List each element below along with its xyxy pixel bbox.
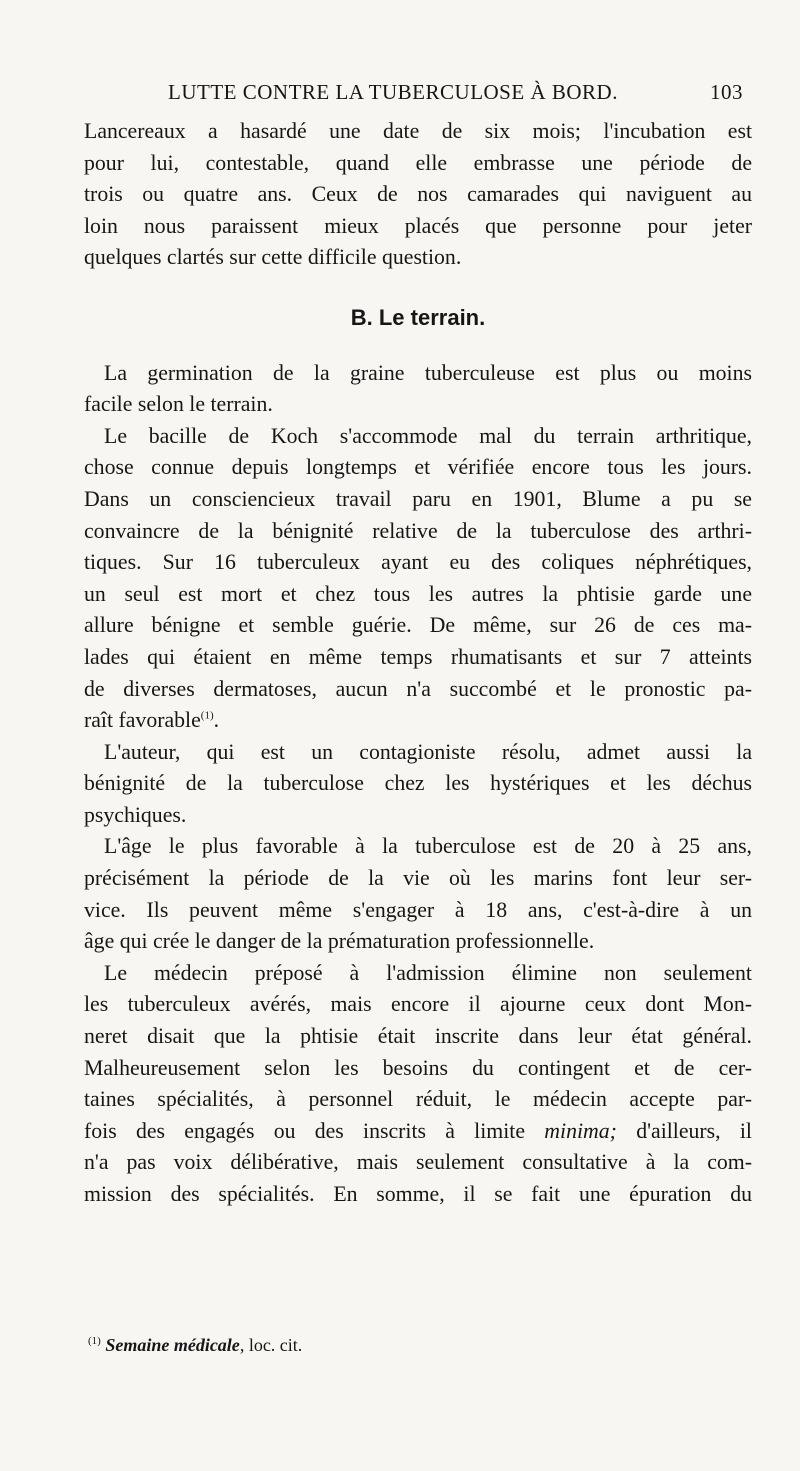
text-line: psychiques. [84,802,187,827]
paragraph-5 [84,831,752,957]
paragraph-3 [84,421,752,737]
footnote-reference: (1) [200,709,214,722]
text-line: tiques. Sur 16 tuberculeux ayant eu des coliques néphrétiques, [84,550,752,575]
text-line: mission des spécialités. En somme, il se fait une épuration du [84,1182,752,1206]
text-line: Malheureusement selon les besoins du contingent et de cer- [84,1055,752,1080]
text-line [84,705,752,737]
running-title: LUTTE CONTRE LA TUBERCULOSE À BORD. [168,80,618,104]
text-fragment: d'ailleurs, il [636,1118,752,1143]
footnote-text: , loc. cit. [239,1335,303,1355]
emphasis: minima; [544,1118,617,1143]
text-fragment: fois des engagés ou des inscrits à limite [84,1118,526,1143]
text-line: trois ou quatre ans. Ceux de nos camarades qui naviguent au [84,182,752,207]
text-line: chose connue depuis longtemps et vérifiée encore tous les jours. [84,455,752,480]
text-line: n'a pas voix délibérative, mais seulement consultative à la com- [84,1150,752,1175]
text-line: Lancereaux a hasardé une date de six mois; l'incubation est [84,119,752,143]
footnote [88,1335,302,1356]
paragraph-2 [84,358,752,421]
text-line: pour lui, contestable, quand elle embrasse une période de [84,150,752,175]
text-line: bénignité de la tuberculose chez les hystériques et les déchus [84,771,752,796]
text-line: loin nous paraissent mieux placés que personne pour jeter [84,213,752,238]
text-line: allure bénigne et semble guérie. De même, sur 26 de ces ma- [84,613,752,638]
footnote-mark: (1) [88,1335,101,1347]
body-text [84,116,752,1211]
text-line: L'auteur, qui est un contagioniste résolu, admet aussi la [104,739,752,764]
text-line: L'âge le plus favorable à la tuberculose est de 20 à 25 ans, [104,834,752,859]
section-heading: B. Le terrain. [350,304,486,330]
paragraph-1 [84,116,752,274]
footnote-source: Semaine médicale [105,1335,240,1355]
text-line: Le bacille de Koch s'accommode mal du terrain arthritique, [104,423,752,448]
text-line: les tuberculeux avérés, mais encore il ajourne ceux dont Mon- [84,992,752,1017]
text-line: âge qui crée le danger de la prématuration professionnelle. [84,929,595,954]
text-line: de diverses dermatoses, aucun n'a succombé et le pronostic pa- [84,676,752,701]
text-fragment: raît favorable [84,708,201,733]
text-fragment: . [213,708,220,733]
text-line: convaincre de la bénignité relative de la tuberculose des arthri- [84,518,752,543]
running-head [168,80,743,105]
paragraph-4 [84,737,752,832]
text-line: taines spécialités, à personnel réduit, le médecin accepte par- [84,1087,752,1112]
paragraph-6 [84,958,752,1211]
text-line [84,1116,752,1148]
text-line: un seul est mort et chez tous les autres la phtisie garde une [84,581,752,606]
text-line: quelques clartés sur cette difficile question. [84,245,462,270]
page-number: 103 [710,80,743,104]
text-line: facile selon le terrain. [84,392,273,417]
text-line: Dans un consciencieux travail paru en 1901, Blume a pu se [84,486,752,511]
text-line: vice. Ils peuvent même s'engager à 18 ans, c'est-à-dire à un [84,897,752,922]
text-line: lades qui étaient en même temps rhumatisants et sur 7 atteints [84,644,752,669]
text-line: Le médecin préposé à l'admission élimine non seulement [104,960,752,985]
text-line: neret disait que la phtisie était inscrite dans leur état général. [84,1024,752,1049]
text-line: précisément la période de la vie où les marins font leur ser- [84,866,752,891]
text-line: La germination de la graine tuberculeuse est plus ou moins [104,360,752,385]
